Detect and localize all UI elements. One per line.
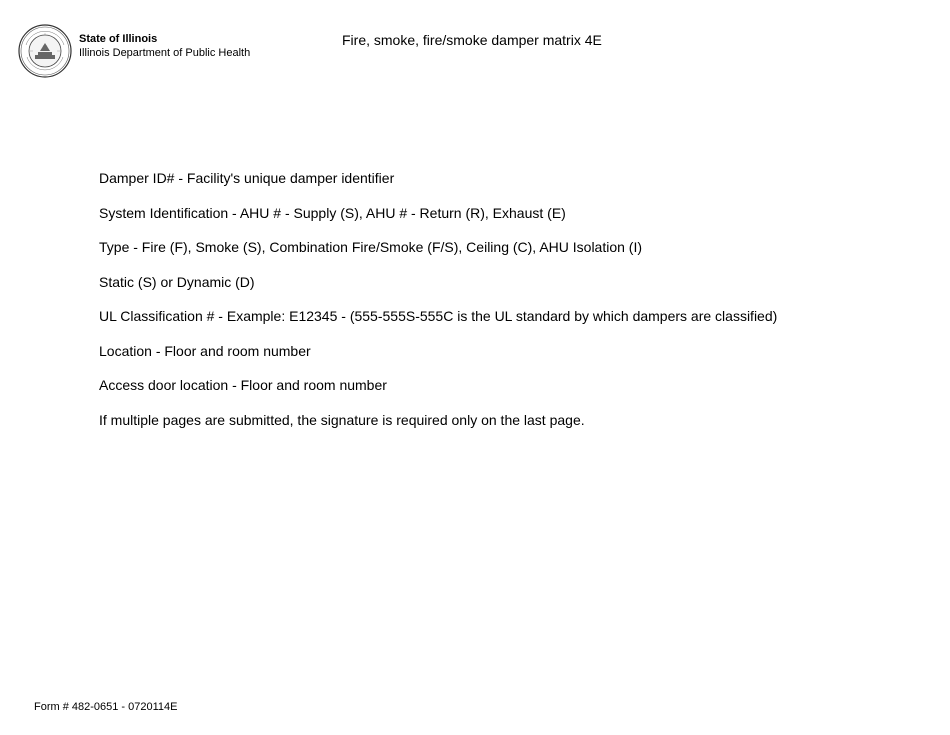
agency-department-name: Illinois Department of Public Health	[79, 47, 251, 59]
form-number: Form # 482-0651 - 0720114E	[34, 701, 178, 713]
legend-item-signature-note: If multiple pages are submitted, the signature is required only on the last page.	[99, 411, 585, 428]
legend-item-damper-id: Damper ID# - Facility's unique damper identifier	[99, 170, 395, 186]
illinois-state-seal-icon	[18, 24, 72, 78]
legend-item-access-door-location: Access door location - Floor and room number	[99, 377, 387, 393]
legend-item-system-identification: System Identification - AHU # - Supply (S), AHU # - Return (R), Exhaust (E)	[99, 204, 566, 221]
agency-state-name: State of Illinois	[79, 33, 158, 45]
document-title: Fire, smoke, fire/smoke damper matrix 4E	[342, 32, 602, 48]
legend-item-ul-classification: UL Classification # - Example: E12345 - (555-555S-555C is the UL standard by which dampers are classified)	[99, 308, 778, 324]
legend-list	[99, 169, 777, 445]
legend-item-location: Location - Floor and room number	[99, 342, 311, 359]
legend-item-static-dynamic: Static (S) or Dynamic (D)	[99, 273, 255, 290]
agency-block	[79, 32, 250, 60]
legend-item-type: Type - Fire (F), Smoke (S), Combination Fire/Smoke (F/S), Ceiling (C), AHU Isolation (I)	[99, 239, 643, 255]
